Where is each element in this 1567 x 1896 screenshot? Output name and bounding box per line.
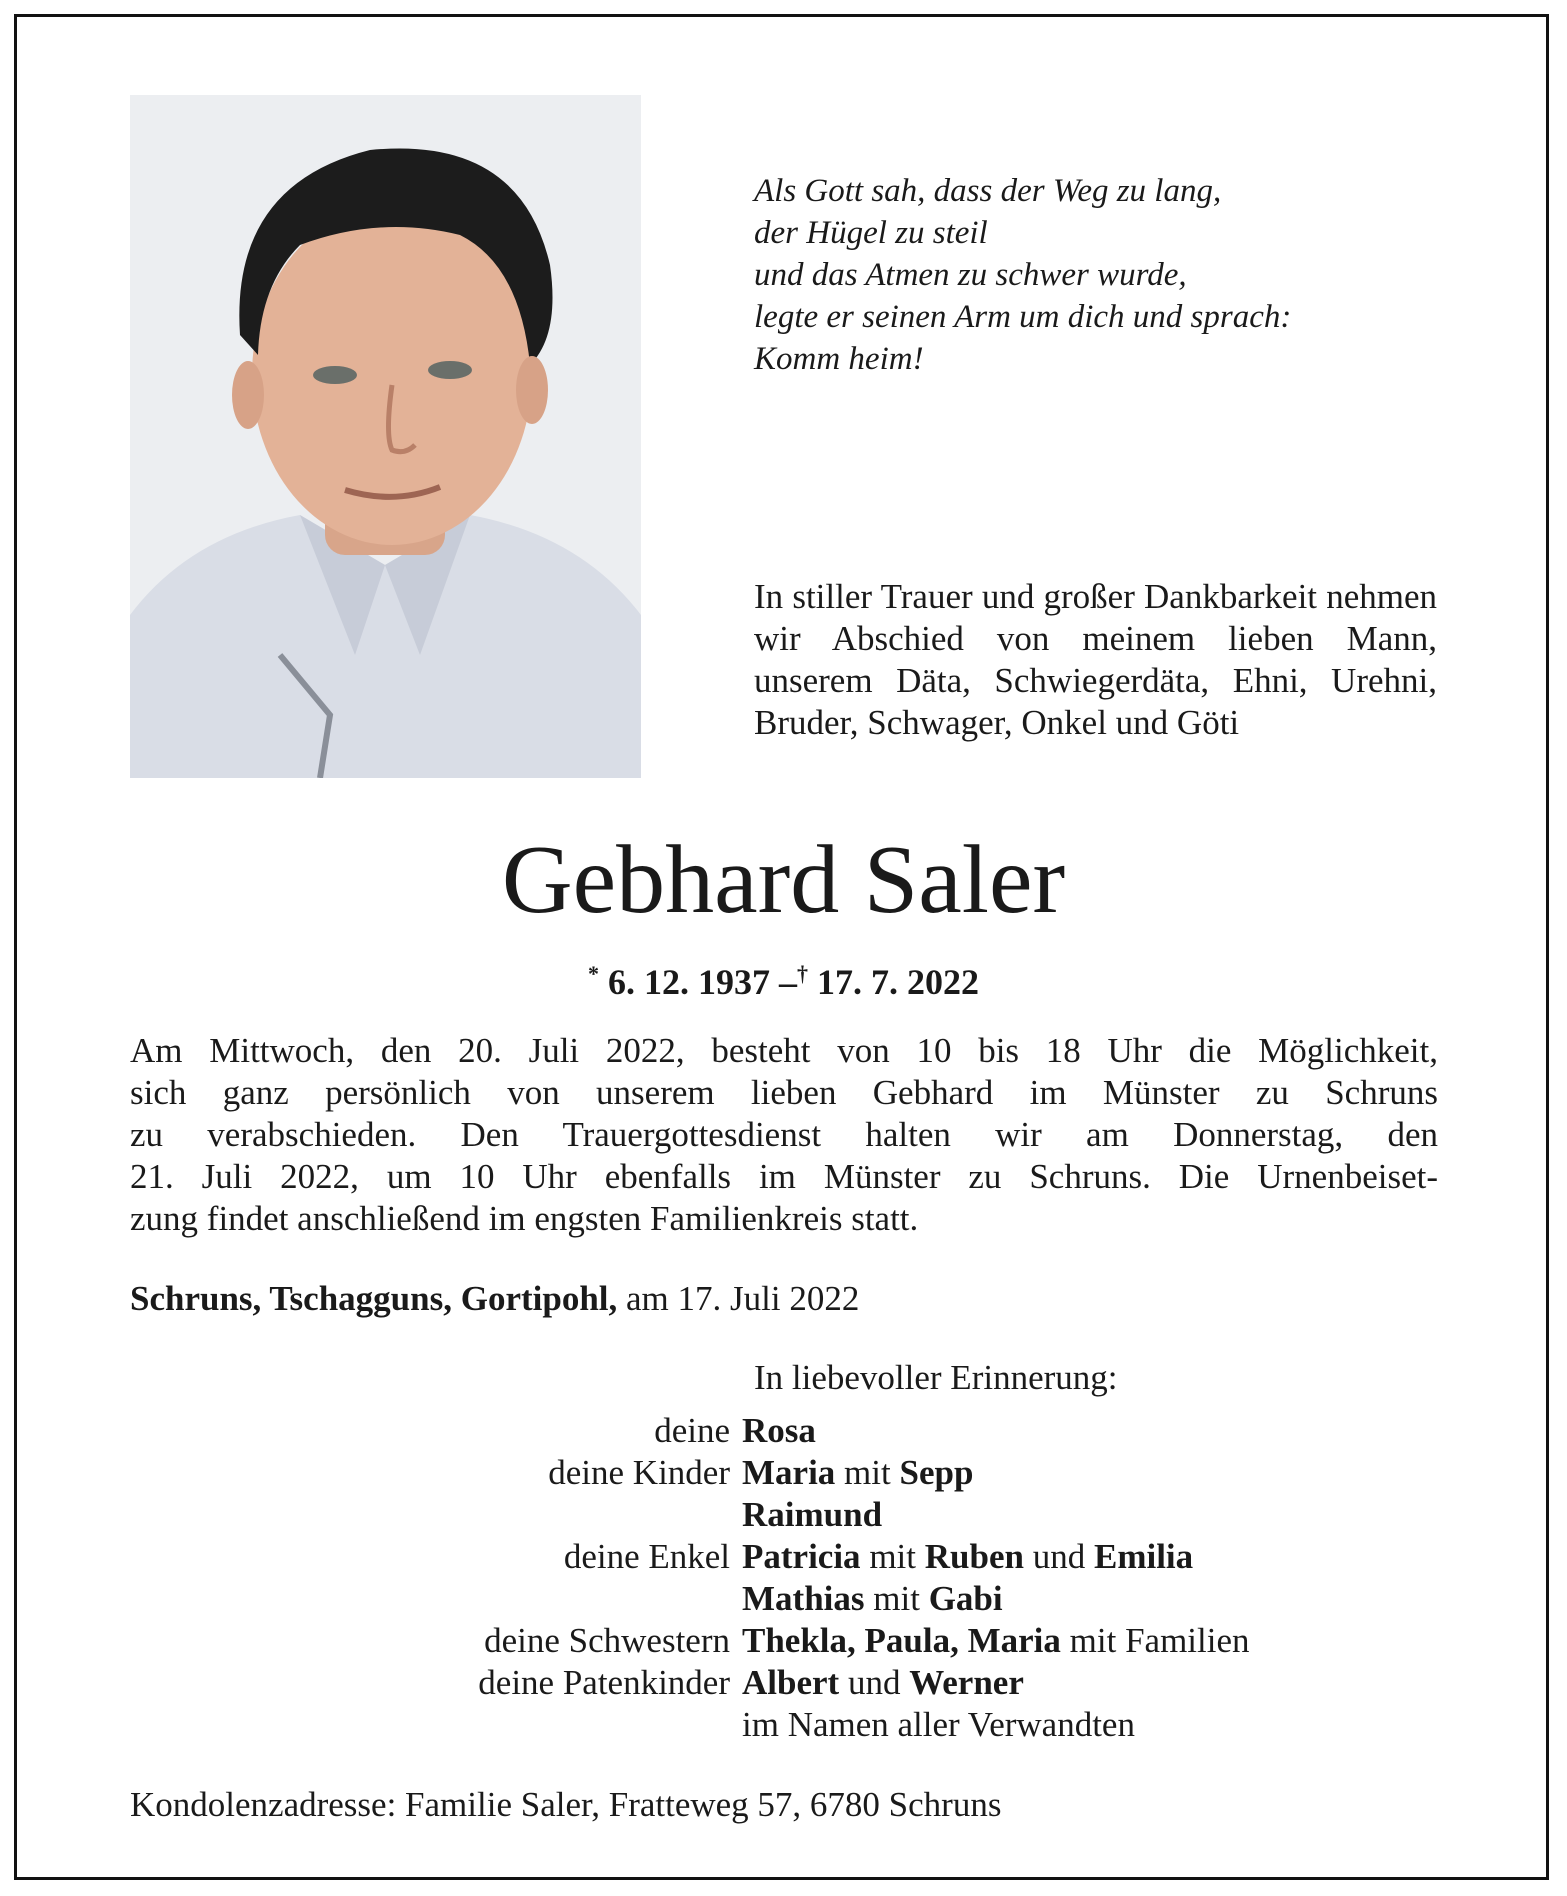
family-connector: mit Familien xyxy=(1060,1621,1250,1660)
date-separator: – xyxy=(779,962,797,1002)
poem-line: der Hügel zu steil xyxy=(754,215,988,251)
family-member-name: Raimund xyxy=(742,1495,883,1534)
portrait-photo xyxy=(130,95,641,778)
deceased-name: Gebhard Saler xyxy=(501,826,1066,934)
family-row xyxy=(130,1578,1510,1620)
family-member-name: Maria xyxy=(742,1453,836,1492)
family-member-name: Emilia xyxy=(1093,1537,1194,1576)
family-relation xyxy=(130,1494,742,1536)
poem-line: Komm heim! xyxy=(754,341,924,377)
family-names xyxy=(742,1452,973,1494)
place-date xyxy=(130,1278,1438,1320)
family-member-name: Patricia xyxy=(742,1537,861,1576)
family-names xyxy=(742,1410,816,1452)
family-member-name: Rosa xyxy=(742,1411,816,1450)
family-connector: im Namen aller Verwandten xyxy=(742,1705,1135,1744)
family-row xyxy=(130,1410,1510,1452)
memory-heading: In liebevoller Erinnerung: xyxy=(754,1358,1118,1397)
family-row xyxy=(130,1662,1510,1704)
life-dates xyxy=(0,952,1567,1004)
poem-line: legte er seinen Arm um dich und sprach: xyxy=(754,299,1292,335)
family-member-name: Thekla, Paula, Maria xyxy=(742,1621,1061,1660)
poem-line: Als Gott sah, dass der Weg zu lang, xyxy=(754,173,1222,209)
body-line: 21. Juli 2022, um 10 Uhr ebenfalls im Münster zu Schruns. Die Urnenbeiset- xyxy=(130,1157,1438,1196)
family-member-name: Albert xyxy=(742,1663,840,1702)
family-names xyxy=(742,1536,1193,1578)
family-member-name: Sepp xyxy=(899,1453,974,1492)
family-row xyxy=(130,1620,1510,1662)
family-relation: deine Schwestern xyxy=(484,1621,730,1660)
family-member-name: Werner xyxy=(909,1663,1024,1702)
family-row xyxy=(130,1452,1510,1494)
family-connector: mit xyxy=(864,1579,929,1618)
family-relation xyxy=(130,1704,742,1746)
body-line: sich ganz persönlich von unserem lieben Gebhard im Münster zu Schruns xyxy=(130,1073,1438,1112)
death-symbol: † xyxy=(797,961,808,986)
family-member-name: Ruben xyxy=(924,1537,1024,1576)
family-connector: und xyxy=(839,1663,910,1702)
family-names xyxy=(742,1494,882,1536)
family-relation: deine xyxy=(654,1411,730,1450)
family-names xyxy=(742,1662,1024,1704)
family-connector: und xyxy=(1023,1537,1094,1576)
poem-line: und das Atmen zu schwer wurde, xyxy=(754,257,1187,293)
birth-symbol: * xyxy=(588,961,599,986)
family-member-name: Gabi xyxy=(928,1579,1003,1618)
announcement-text xyxy=(130,1030,1438,1240)
family-row xyxy=(130,1536,1510,1578)
death-date: 17. 7. 2022 xyxy=(817,962,979,1002)
body-line: zu verabschieden. Den Trauergottesdienst halten wir am Donnerstag, den xyxy=(130,1115,1438,1154)
place-names: Schruns, Tschagguns, Gortipohl, xyxy=(130,1279,618,1318)
body-line: Am Mittwoch, den 20. Juli 2022, besteht von 10 bis 18 Uhr die Möglichkeit, xyxy=(130,1031,1438,1070)
poem xyxy=(754,170,1454,380)
intro-text: In stiller Trauer und großer Dankbarkeit nehmen wir Abschied von meinem lieben Mann, unserem Däta, Schwiegerdäta, Ehni, Urehni, Bruder, Schwager, Onkel und Göti xyxy=(754,577,1437,742)
family-relation: deine Patenkinder xyxy=(478,1663,730,1702)
condolence-address: Kondolenzadresse: Familie Saler, Fratteweg 57, 6780 Schruns xyxy=(130,1785,1002,1824)
family-connector: mit xyxy=(860,1537,925,1576)
family-row xyxy=(130,1704,1510,1746)
family-relation: deine Enkel xyxy=(563,1537,730,1576)
notice-date: am 17. Juli 2022 xyxy=(626,1279,860,1318)
family-row xyxy=(130,1494,1510,1536)
family-list xyxy=(130,1410,1510,1746)
birth-date: 6. 12. 1937 xyxy=(608,962,770,1002)
family-names xyxy=(742,1620,1250,1662)
family-relation: deine Kinder xyxy=(548,1453,730,1492)
family-relation xyxy=(130,1578,742,1620)
family-names xyxy=(742,1704,1135,1746)
body-line: zung findet anschließend im engsten Familienkreis statt. xyxy=(130,1199,919,1238)
family-member-name: Mathias xyxy=(742,1579,865,1618)
family-connector: mit xyxy=(835,1453,900,1492)
family-names xyxy=(742,1578,1003,1620)
